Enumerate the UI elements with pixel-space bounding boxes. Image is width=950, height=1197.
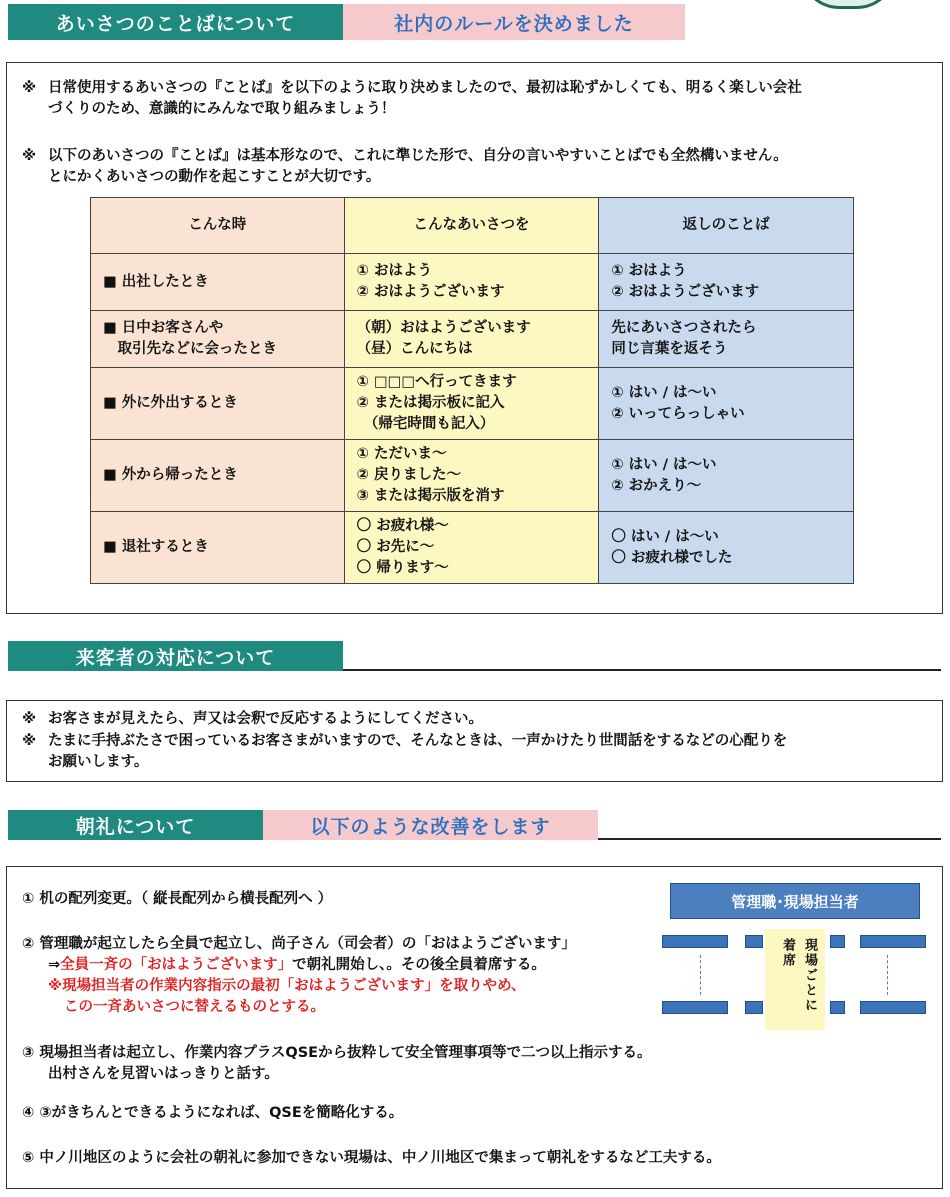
cell-greeting: ① ただいま～ ② 戻りました～ ③ または掲示版を消す bbox=[344, 440, 599, 512]
desk-bar bbox=[745, 935, 763, 948]
step-3-line-1: ③ 現場担当者は起立し、作業内容プラスQSEから抜粋して安全管理事項等で二つ以上指示する。 bbox=[22, 1045, 652, 1061]
cell-when: ■ 出社したとき bbox=[91, 254, 345, 311]
step-2-line-2: ⇒全員一斉の「おはようございます」で朝礼開始し、。その後全員着席する。 bbox=[48, 957, 546, 973]
desk-bar bbox=[860, 1001, 926, 1014]
cell-reply: ① おはよう ② おはようございます bbox=[599, 254, 854, 311]
note-mark: ※ bbox=[22, 733, 37, 749]
desk-bar bbox=[745, 1001, 763, 1014]
cell-greeting: ① □□□へ行ってきます ② または掲示板に記入 （帰宅時間も記入） bbox=[344, 368, 599, 440]
col-header-reply: 返しのことば bbox=[599, 198, 854, 254]
cell-reply: 先にあいさつされたら 同じ言葉を返そう bbox=[599, 311, 854, 368]
cell-when: ■ 外に外出するとき bbox=[91, 368, 345, 440]
desk-bar bbox=[662, 935, 728, 948]
step-3 bbox=[22, 1043, 937, 1085]
table-row bbox=[91, 512, 854, 584]
greeting-note-1 bbox=[22, 78, 937, 120]
step-3-line-2: 出村さんを見習いはっきりと話す。 bbox=[48, 1066, 279, 1082]
greetings-table bbox=[90, 197, 854, 584]
cell-when: ■ 退社するとき bbox=[91, 512, 345, 584]
step-2 bbox=[22, 934, 682, 1018]
aisle-line bbox=[700, 955, 701, 995]
visitor-note-1 bbox=[22, 709, 937, 730]
section-divider bbox=[598, 838, 941, 840]
visitor-note-2 bbox=[22, 731, 937, 773]
corner-decoration bbox=[800, 0, 896, 9]
cell-reply: ① はい / は～い ② おかえり～ bbox=[599, 440, 854, 512]
cell-reply: 〇 はい / は～い 〇 お疲れ様でした bbox=[599, 512, 854, 584]
section-subtitle-rules: 社内のルールを決めました bbox=[343, 4, 685, 40]
section-title-visitors: 来客者の対応について bbox=[8, 641, 343, 671]
note-text: 以下のあいさつの『ことば』は基本形なので、これに準じた形で、自分の言いやすいことばでも全然構いません。 bbox=[48, 148, 788, 164]
table-row bbox=[91, 311, 854, 368]
seat-label-sit: 着席 bbox=[780, 938, 795, 968]
note-text: たまに手持ぶたさで困っているお客さまがいますので、そんなときは、一声かけたり世間話をするなどの心配りを bbox=[48, 733, 788, 749]
col-header-when: こんな時 bbox=[91, 198, 345, 254]
step-2-line-1: ② 管理職が起立したら全員で起立し、尚子さん（司会者）の「おはようございます」 bbox=[22, 936, 576, 952]
note-text: お客さまが見えたら、声又は会釈で反応するようにしてください。 bbox=[48, 711, 483, 727]
note-mark: ※ bbox=[22, 80, 37, 96]
col-header-greeting: こんなあいさつを bbox=[344, 198, 599, 254]
desk-bar bbox=[830, 935, 845, 948]
section-title-greetings: あいさつのことばについて bbox=[8, 4, 343, 40]
aisle-line bbox=[887, 955, 888, 995]
seat-label-site: 現場ごとに bbox=[802, 938, 817, 1013]
step-5: ⑤ 中ノ川地区のように会社の朝礼に参加できない現場は、中ノ川地区で集まって朝礼をするなど工夫する。 bbox=[22, 1150, 721, 1166]
cell-greeting: 〇 お疲れ様～ 〇 お先に～ 〇 帰ります～ bbox=[344, 512, 599, 584]
diagram-title: 管理職･現場担当者 bbox=[670, 883, 920, 919]
step-2-red-note: ※現場担当者の作業内容指示の最初「おはようございます」を取りやめ、 bbox=[48, 978, 526, 994]
section-divider bbox=[343, 669, 941, 671]
section-title-morning-meeting: 朝礼について bbox=[8, 810, 263, 840]
cell-reply: ① はい / は～い ② いってらっしゃい bbox=[599, 368, 854, 440]
cell-when: ■ 日中お客さんや 取引先などに会ったとき bbox=[91, 311, 345, 368]
desk-bar bbox=[830, 1001, 845, 1014]
desk-bar bbox=[860, 935, 926, 948]
desk-bar bbox=[662, 1001, 728, 1014]
cell-when: ■ 外から帰ったとき bbox=[91, 440, 345, 512]
table-row bbox=[91, 368, 854, 440]
step-1: ① 机の配列変更。（ 縦長配列から横長配列へ ） bbox=[22, 891, 333, 907]
section-subtitle-improvement: 以下のような改善をします bbox=[263, 810, 598, 840]
table-row bbox=[91, 440, 854, 512]
note-text-cont: づくりのため、意識的にみんなで取り組みましょう！ bbox=[48, 101, 396, 117]
note-text-cont: お願いします。 bbox=[48, 754, 149, 770]
step-2-red-note-cont: この一斉あいさつに替えるものとする。 bbox=[64, 999, 325, 1015]
note-text: 日常使用するあいさつの『ことば』を以下のように取り決めましたので、最初は恥ずかしくても、明るく楽しい会社 bbox=[48, 80, 802, 96]
step-4: ④ ③がきちんとできるようになれば、QSEを簡略化する。 bbox=[22, 1105, 404, 1121]
note-mark: ※ bbox=[22, 148, 37, 164]
table-row bbox=[91, 254, 854, 311]
greeting-note-2 bbox=[22, 146, 937, 188]
cell-greeting: ① おはよう ② おはようございます bbox=[344, 254, 599, 311]
cell-greeting: （朝）おはようございます （昼）こんにちは bbox=[344, 311, 599, 368]
note-text-cont: とにかくあいさつの動作を起こすことが大切です。 bbox=[48, 169, 381, 185]
note-mark: ※ bbox=[22, 711, 37, 727]
